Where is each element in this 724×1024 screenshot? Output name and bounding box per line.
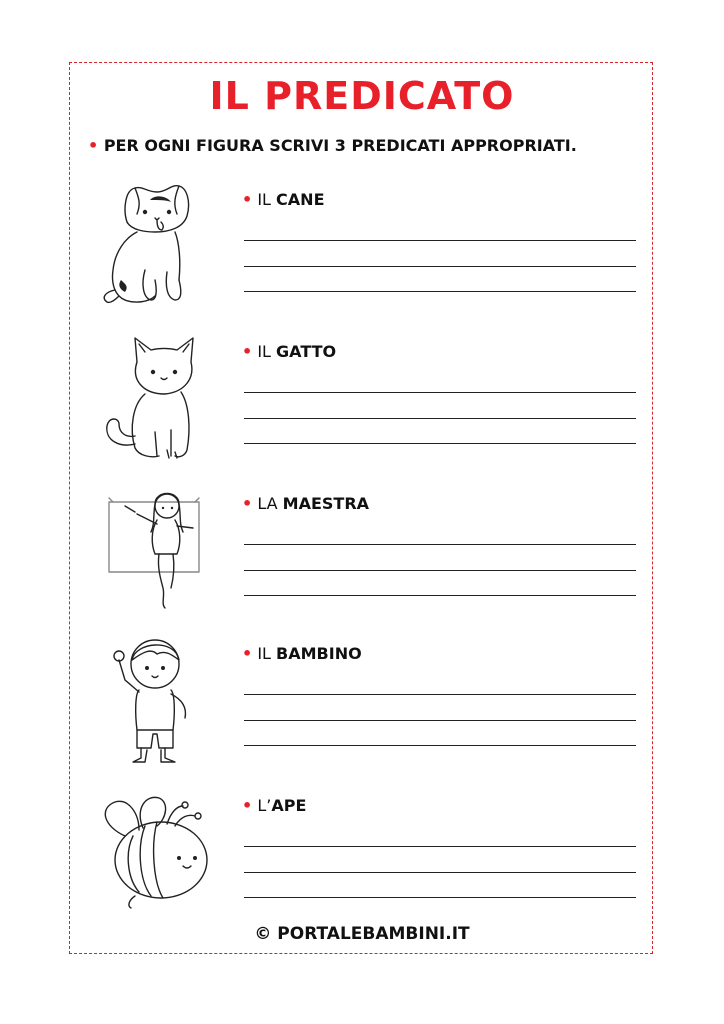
bee-icon [95, 786, 220, 921]
answer-line[interactable] [244, 266, 636, 267]
exercise-item-bee [95, 786, 640, 926]
item-label-bambino: • IL BAMBINO [242, 644, 362, 663]
answer-line[interactable] [244, 595, 636, 596]
exercise-item-dog [95, 180, 640, 320]
copyright-footer: © PORTALEBAMBINI.IT [254, 924, 470, 944]
dog-icon [95, 180, 220, 315]
answer-line[interactable] [244, 720, 636, 721]
bullet: • [88, 136, 99, 155]
answer-line[interactable] [244, 846, 636, 847]
page-title: IL PREDICATO [209, 74, 515, 118]
answer-line[interactable] [244, 570, 636, 571]
answer-line[interactable] [244, 418, 636, 419]
answer-line[interactable] [244, 872, 636, 873]
item-label-ape: • L’APE [242, 796, 307, 815]
item-label-gatto: • IL GATTO [242, 342, 337, 361]
answer-line[interactable] [244, 392, 636, 393]
instruction-text [88, 136, 577, 155]
cat-icon [95, 332, 220, 467]
exercise-item-teacher [95, 484, 640, 624]
answer-line[interactable] [244, 745, 636, 746]
answer-line[interactable] [244, 694, 636, 695]
item-label-cane: • IL CANE [242, 190, 325, 209]
exercise-item-cat [95, 332, 640, 472]
exercise-item-boy [95, 634, 640, 774]
boy-icon [95, 634, 220, 769]
item-label-maestra: • LA MAESTRA [242, 494, 370, 513]
instruction-label: PER OGNI FIGURA SCRIVI 3 PREDICATI APPROPRIATI. [103, 136, 577, 155]
answer-line[interactable] [244, 544, 636, 545]
answer-line[interactable] [244, 291, 636, 292]
teacher-icon [95, 484, 220, 619]
answer-line[interactable] [244, 443, 636, 444]
answer-line[interactable] [244, 240, 636, 241]
answer-line[interactable] [244, 897, 636, 898]
